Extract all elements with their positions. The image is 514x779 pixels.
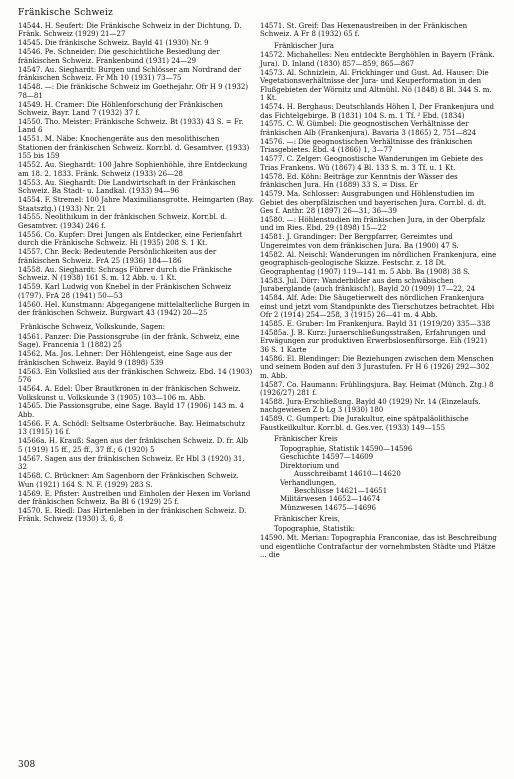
- bibliography-entry: 14578. Ed. Köhn: Beiträge zur Kenntnis der Wässer des fränkischen Jura. Hn (1889) 33 S. = Diss. Er: [260, 172, 458, 190]
- index-line: Militärwesen 14652—14674: [280, 495, 381, 504]
- bibliography-entry: 14584. Alf. Ade: Die Säugetierwelt des nördlichen Frankenjura einst und jetzt vom Standpunkte des Tierschutzes betrachtet. Hbi Ofr 2 (1914) 254—258, 3 (1915) 26—41 m. 4 Abb.: [260, 294, 495, 319]
- index-line: Verhandlungen,: [280, 478, 337, 487]
- bibliography-entry: 14590. Mt. Merian: Topographia Franconiae, das ist Beschreibung und eigentliche Contrafactur der vornehmbsten Städte und Plätze ... die: [260, 534, 497, 560]
- index-line: Münzwesen 14675—14696: [280, 503, 377, 512]
- bibliography-entry: 14572. Michahelles: Neu entdeckte Berghöhlen in Bayern (Fränk. Jura). D. Inland (1830) 857—859, 865—867: [260, 51, 495, 68]
- left-column: [18, 22, 254, 524]
- index-line: Ausschreibamt 14610—14620: [294, 470, 401, 479]
- running-header: Fränkische Schweiz: [18, 8, 113, 18]
- bibliography-entry: 14585. E. Gruber: Im Frankenjura. Bayld 31 (1919/20) 335—338: [260, 319, 491, 328]
- bibliography-entry: 14562. Ma. Jos. Lehner: Der Höhlengeist, eine Sage aus der fränkischen Schweiz. Bayld 9 (1898) 539: [18, 350, 232, 367]
- bibliography-entry: 14577. C. Zelger: Geognostische Wanderungen im Gebiete des Trias Frankens. Wü (1867) 4 Bl. 133 S. m. 3 Tf. u. 1 Kt.: [260, 155, 483, 172]
- bibliography-entry: 14588. Jura-Erschließung. Bayld 40 (1929) Nr. 14 (Einzelaufs. nachgewiesen Z b Lg 3 (1930) 180: [260, 397, 481, 415]
- page-number: 308: [18, 760, 36, 770]
- bibliography-entry: 14550. Tho. Meister: Fränkische Schweiz. Bt (1933) 43 S. = Fr. Land 6: [18, 117, 244, 135]
- bibliography-entry: 14551. M. Näbe: Knochengeräte aus den mesolithischen Stationen der fränkischen Schweiz. Korr.bl. d. Gesamtver. (1933) 155 bis 159: [18, 135, 250, 161]
- bibliography-entry: 14587. Co. Haumann: Frühlingsjura. Bay. Heimat (Münch. Ztg.) 8 (1926/27) 281 f.: [260, 380, 494, 398]
- bibliography-entry: 14561. Panzer: Die Passionsgrube (in der fränk. Schweiz, eine Sage). Francenia 1 (1882) 25: [18, 332, 240, 350]
- bibliography-entry: 14585a. J. B. Kurz: Juraerschließungsstraßen, Erfahrungen und Erwägungen zur produktiven Erwerbslosenfürsorge. Eih (1921) 36 S. 1 Karte: [260, 328, 488, 354]
- bibliography-entry: 14555. Neolithikum in der fränkischen Schweiz. Korr.bl. d. Gesamtver. (1934) 246 f.: [18, 213, 228, 230]
- bibliography-entry: 14573. Al. Schnizlein, Al. Frickhinger und Gust. Ad. Hauser: Die Vegetationsverhältnisse der Jura- und Keuperformation in den Flußgebieten der Wörnitz und Altmühl. Nö (1848) 8 Bl. 344 S. m. 1 Kt.: [260, 68, 492, 103]
- bibliography-entry: 14546. Pe. Schneider: Die geschichtliche Besiedlung der fränkischen Schweiz. Frankenbund (1931) 24—29: [18, 48, 220, 65]
- index-line: Beschlüsse 14621—14651: [294, 487, 388, 496]
- bibliography-entry: 14553. Au. Sieghardt: Die Landwirtschaft in der Fränkischen Schweiz. Ba Stadt- u. Landkal. (1933) 94—96: [18, 178, 236, 196]
- bibliography-entry: 14566a. H. Krauß: Sagen aus der fränkischen Schweiz. D. fr. Alb 5 (1919) 15 ff., 25 ff., 37 ff.; 6 (1920) 5: [18, 437, 248, 454]
- bibliography-entry: 14548. —: Die fränkische Schweiz im Goethejahr. Ofr H 9 (1932) 78—81: [18, 83, 249, 100]
- bibliography-entry: 14580. —: Höhlenstudien im fränkischen Jura, in der Oberpfalz und im Ries. Ebd. 29 (1898) 15—22: [260, 215, 485, 233]
- bibliography-entry: 14544. H. Seufert: Die Fränkische Schweiz in der Dichtung. D. Fränk. Schweiz (1929) 21—27: [18, 22, 242, 39]
- index-line: Geschichte 14597—14609: [280, 453, 374, 462]
- bibliography-entry: 14581. J. Grandinger: Der Bergpfarrer, Gereimtes und Ungereimtes von dem fränkischen Jura. Ba (1900) 47 S.: [260, 233, 459, 250]
- bibliography-entry: 14576. —: Die geognostischen Verhältnisse des fränkischen Triasgebietes. Ebd. 4 (1866) 1, 3—77: [260, 137, 473, 155]
- bibliography-entry: 14549. H. Cramer: Die Höhlenforschung der Fränkischen Schweiz. Bayr. Land 7 (1932) 37 f.: [18, 100, 223, 118]
- index-line: Direktorium und: [280, 461, 340, 470]
- bibliography-entry: 14558. Au. Sieghardt: Schrags Führer durch die Fränkische Schweiz. N (1938) 161 S. m. 12 Abb. u. 1 Kt.: [18, 265, 232, 283]
- right-column: [260, 22, 498, 560]
- section-heading: Fränkischer Kreis,: [274, 515, 340, 524]
- bibliography-entry: 14563. Ein Volkslied aus der fränkischen Schweiz. Ebd. 14 (1903) 576: [18, 367, 253, 385]
- bibliography-entry: 14559. Karl Ludwig von Knebel in der Fränkischen Schweiz (1797). FrA 28 (1941) 50—53: [18, 283, 232, 300]
- bibliography-entry: 14571. St. Greif: Das Hexenaustreiben in der Fränkischen Schweiz. A Fr 8 (1932) 65 f.: [260, 22, 468, 39]
- bibliography-entry: 14574. H. Berghaus: Deutschlands Höhen I, Der Frankenjura und das Fichtelgebirge. B (1831) 104 S. m. 1 Tf. ² Ebd. (1834): [260, 103, 495, 120]
- bibliography-entry: 14547. Au. Sieghardt: Burgen und Schlösser am Nordrand der fränkischen Schweiz. Fr Mh 10 (1931) 73—75: [18, 65, 241, 83]
- bibliography-entry: 14564. A. Edel: Über Brautkronen in der fränkischen Schweiz. Volkskunst u. Volkskunde 3 (1905) 103—106 m. Abb.: [18, 385, 241, 402]
- bibliography-entry: 14589. C. Gumpert: Die Jurakultur, eine spätpaläolithische Faustkeilkultur. Korr.bl. d. Ges.ver. (1933) 149—155: [260, 415, 469, 432]
- section-heading: Fränkischer Jura: [274, 41, 334, 50]
- bibliography-entry: 14554. F. Stremel: 100 Jahre Maximiliansgrotte. Heimgarten (Bay. Staatsztg.) (1933) Nr. 21: [18, 196, 254, 213]
- bibliography-entry: 14569. E. Pfister: Austreiben und Einholen der Hexen im Vorland der fränkischen Schweiz. Ba Bl 6 (1929) 25 f.: [18, 489, 251, 506]
- bibliography-entry: 14565. Die Passionsgrube, eine Sage. Bayld 17 (1906) 143 m. 4 Abb.: [18, 402, 244, 419]
- bibliography-entry: 14556. Co. Kupfer: Drei Jungen als Entdecker, eine Ferienfahrt durch die Fränkische Schweiz. Hi (1935) 208 S. 1 Kt.: [18, 230, 243, 248]
- bibliography-entry: 14566. F. A. Schödl: Seltsame Osterbräuche. Bay. Heimatschutz 13 (1915) 16 f.: [18, 419, 246, 437]
- bibliography-entry: 14582. Al. Neischl: Wanderungen im nördlichen Frankenjura, eine geographisch-geologische Skizze. Festschr. z. 18 Dt. Geographentag (1907) 119—141 m. 5 Abb. Ba (1908) 38 S.: [260, 250, 497, 276]
- bibliography-entry: 14567. Sagen aus der fränkischen Schweiz. Er Hbl 3 (1920) 31, 32: [18, 454, 245, 472]
- bibliography-entry: 14583. Jul. Dörr: Wanderbilder aus dem schwäbischen Juraberglande (auch fränkisch!). Bayld 20 (1909) 17—22, 24: [260, 276, 476, 294]
- index-line: Topographie, Statistik 14590—14596: [280, 444, 413, 453]
- bibliography-entry: 14560. Hel. Kunstmann: Abgegangene mittelalterliche Burgen in der fränkischen Schweiz. Burgwart 43 (1942) 20—25: [18, 300, 250, 317]
- bibliography-entry: 14557. Chr. Beck: Bedeutende Persönlichkeiten aus der fränkischen Schweiz. FrA 25 (1936) 184—186: [18, 248, 217, 265]
- bibliography-entry: 14570. E. Riedl: Das Hirtenleben in der fränkischen Schweiz. D. Fränk. Schweiz (1930) 3, 6, 8: [18, 506, 247, 524]
- subsection-heading: Topographie, Statistik:: [274, 524, 355, 533]
- bibliography-entry: 14586. El. Blendinger: Die Beziehungen zwischen dem Menschen und seinem Boden auf den 3 Jurastufen. Fr H 6 (1926) 292—302 m. Abb.: [260, 354, 494, 380]
- bibliography-entry: 14552. Au. Sieghardt: 100 Jahre Sophienhöhle, ihre Entdeckung am 18. 2. 1833. Fränk. Schweiz (1933) 26—28: [18, 161, 248, 178]
- section-heading: Fränkischer Kreis: [274, 435, 338, 444]
- section-heading: Fränkische Schweiz, Volkskunde, Sagen:: [20, 323, 165, 332]
- bibliography-entry: 14579. Ma. Schlosser: Ausgrabungen und Höhlenstudien im Gebiet des oberpfälzischen und bayerischen Jura. Corr.bl. d. dt. Ges f. Anthr. 28 (1897) 26—31, 36—39: [260, 190, 487, 216]
- bibliography-entry: 14575. C. W. Gümbel: Die geognostischen Verhältnisse der fränkischen Alb (Frankenjura). Bavaria 3 (1865) 2, 751—824: [260, 120, 477, 137]
- bibliography-entry: 14545. Die fränkische Schweiz. Bayld 41 (1930) Nr. 9: [18, 39, 209, 48]
- bibliography-entry: 14568. C. Brückner: Am Sagenborn der Fränkischen Schweiz. Wun (1921) 164 S. N. F. (1929) 283 S.: [18, 472, 239, 489]
